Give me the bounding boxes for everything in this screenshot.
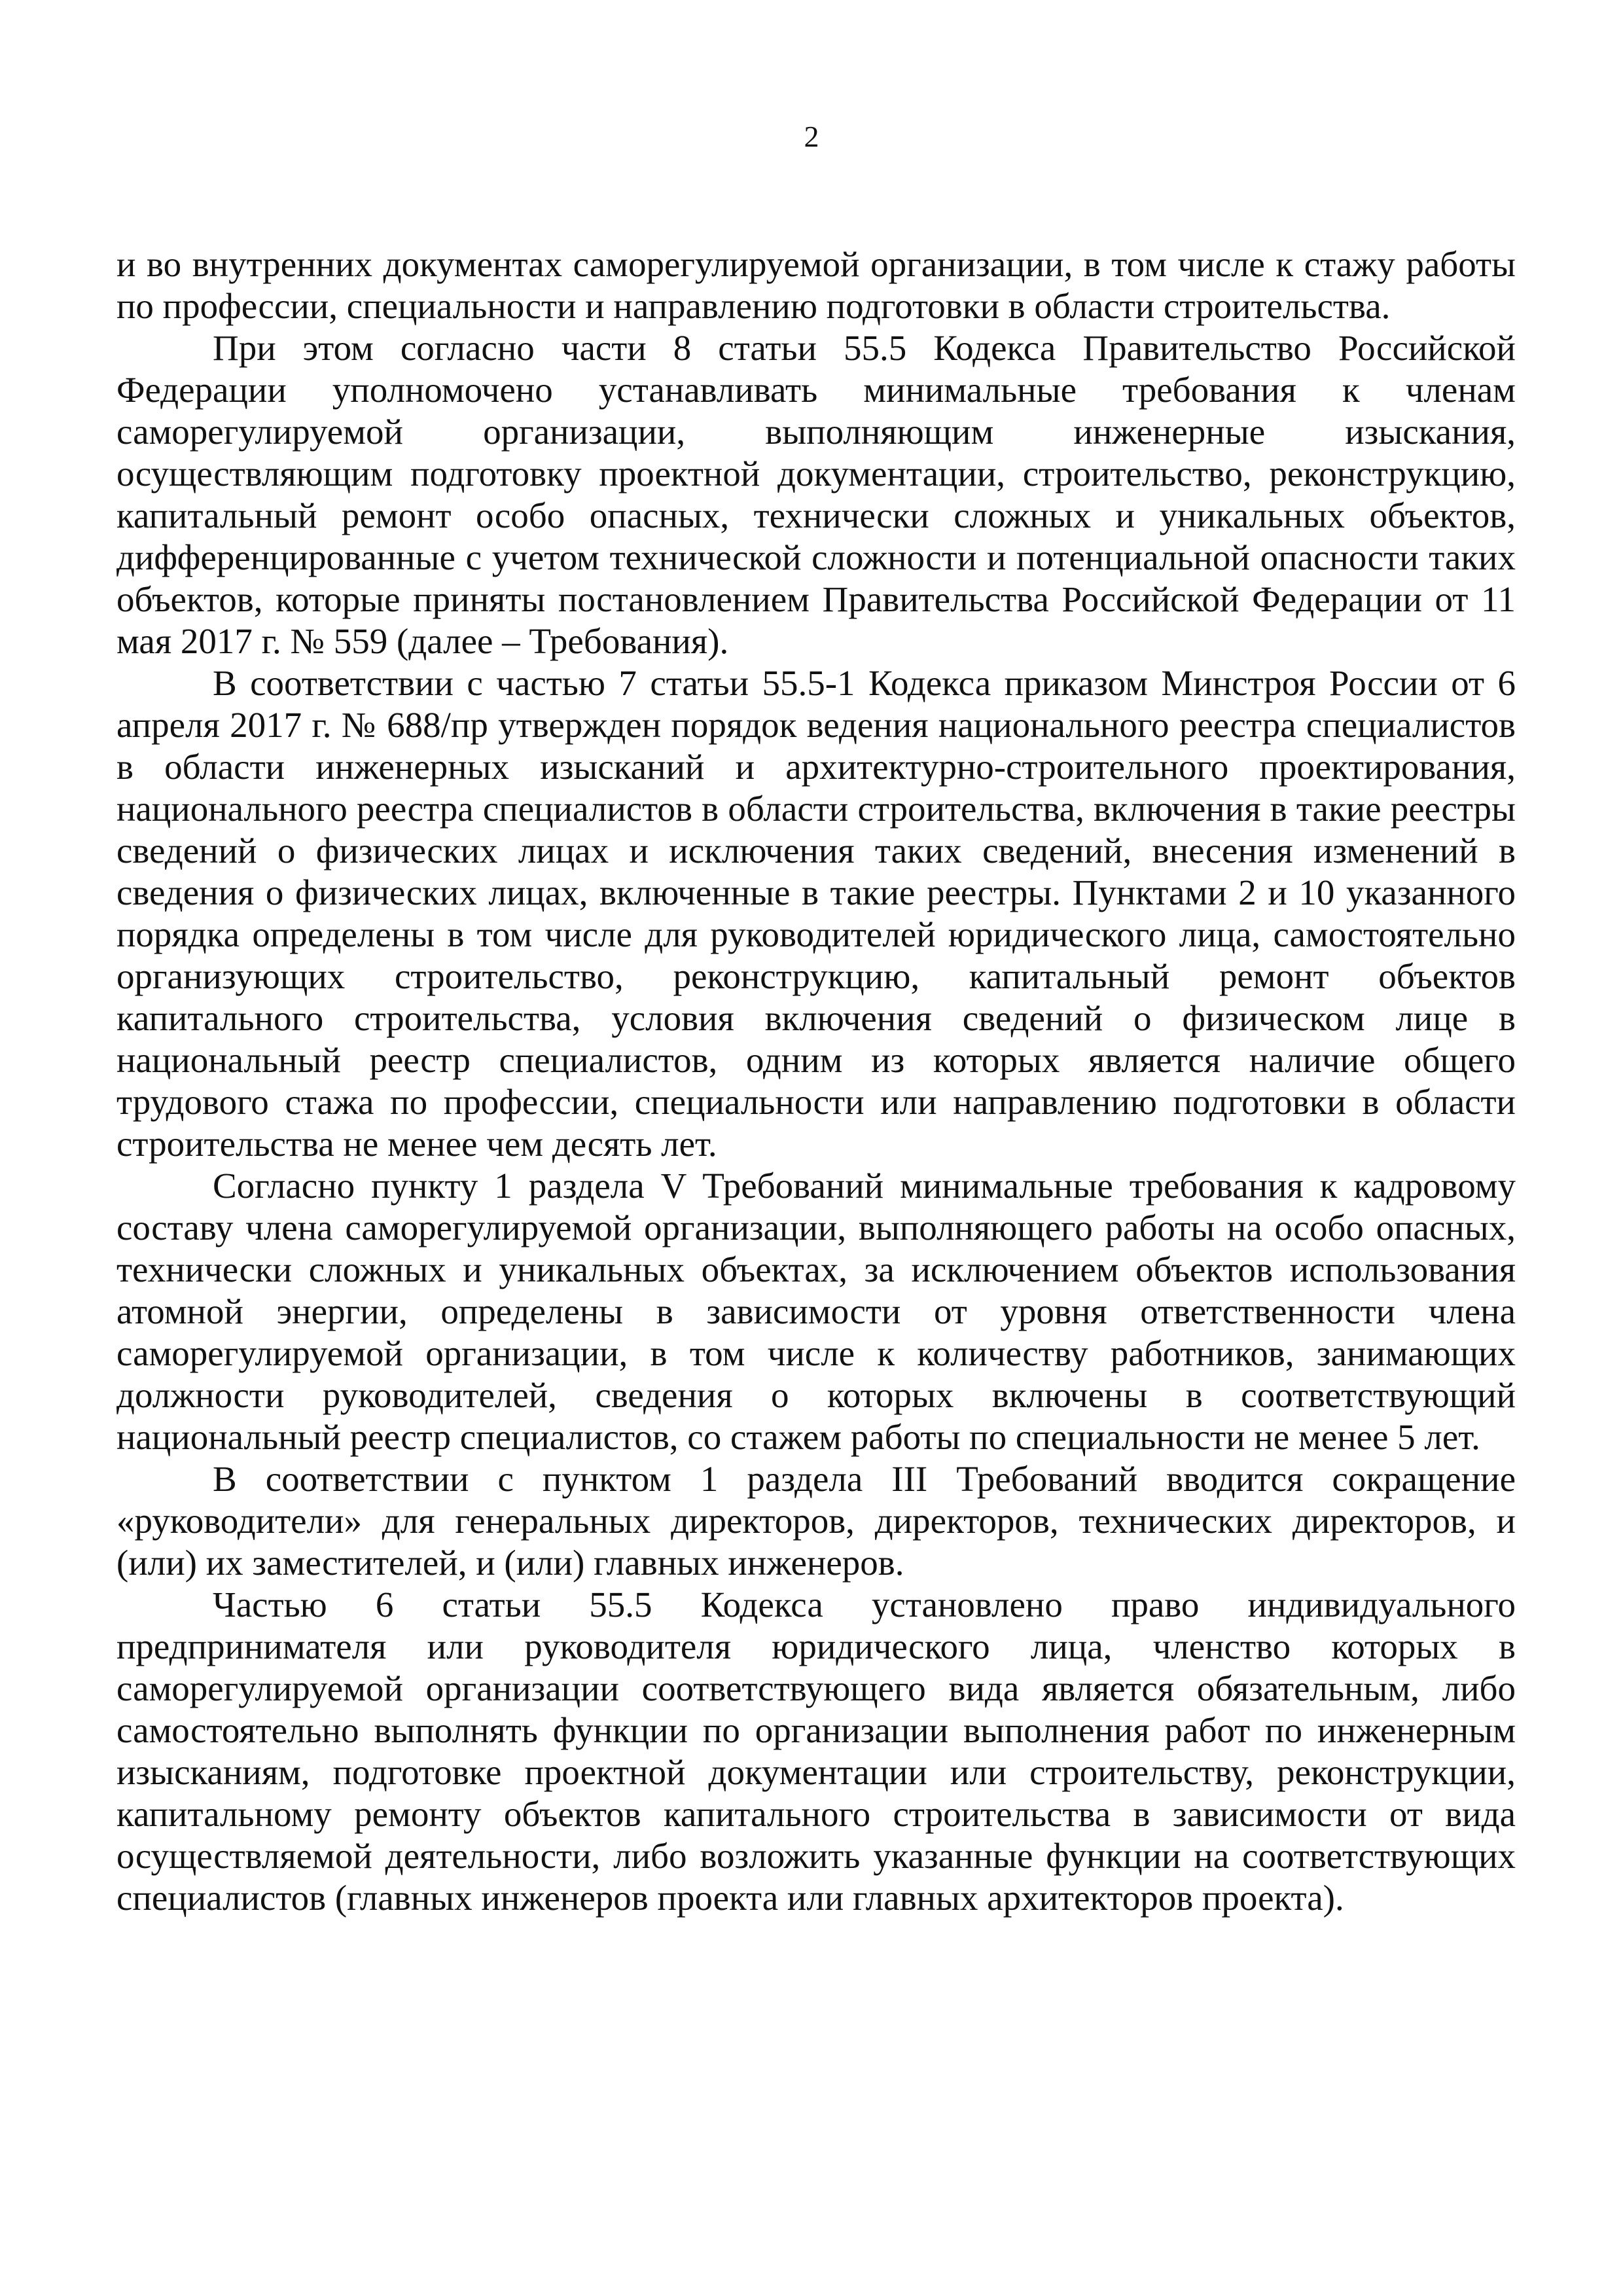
paragraph-continuation: и во внутренних документах саморегулируемой организации, в том числе к стажу работы по профессии, специальности и направлению подготовки в области строительства. [116,244,1516,326]
page-number: 2 [804,120,819,153]
paragraph-requirements-authority: При этом согласно части 8 статьи 55.5 Кодекса Правительство Российской Федерации уполномочено устанавливать минимальные требования к членам саморегулируемой организации, выполняющим инженерные изыскания, осуществляющим подготовку проектной документации, строительство, реконструкцию, капитальный ремонт особо опасных, технически сложных и уникальных объектов, дифференцированные с учетом технической сложности и потенциальной опасности таких объектов, которые приняты постановлением Правительства Российской Федерации от 11 мая 2017 г. № 559 (далее – Требования). [116,328,1516,661]
paragraph-staff-requirements: Согласно пункту 1 раздела V Требований минимальные требования к кадровому составу члена саморегулируемой организации, выполняющего работы на особо опасных, технически сложных и уникальных объектах, за исключением объектов использования атомной энергии, определены в зависимости от уровня ответственности члена саморегулируемой организации, в том числе к количеству работников, занимающих должности руководителей, сведения о которых включены в соответствующий национальный реестр специалистов, со стажем работы по специальности не менее 5 лет. [116,1166,1516,1457]
document-body [116,243,1516,1919]
paragraph-managers-definition: В соответствии с пунктом 1 раздела III Требований вводится сокращение «руководители» для генеральных директоров, директоров, технических директоров, и (или) их заместителей, и (или) главных инженеров. [116,1459,1516,1583]
paragraph-entrepreneur-rights: Частью 6 статьи 55.5 Кодекса установлено право индивидуального предпринимателя или руководителя юридического лица, членство которых в саморегулируемой организации соответствующего вида является обязательным, либо самостоятельно выполнять функции по организации выполнения работ по инженерным изысканиям, подготовке проектной документации или строительству, реконструкции, капитальному ремонту объектов капитального строительства в зависимости от вида осуществляемой деятельности, либо возложить указанные функции на соответствующих специалистов (главных инженеров проекта или главных архитекторов проекта). [116,1585,1516,1918]
paragraph-specialist-registry: В соответствии с частью 7 статьи 55.5-1 Кодекса приказом Минстроя России от 6 апреля 2017 г. № 688/пр утвержден порядок ведения национального реестра специалистов в области инженерных изысканий и архитектурно-строительного проектирования, национального реестра специалистов в области строительства, включения в такие реестры сведений о физических лицах и исключения таких сведений, внесения изменений в сведения о физических лицах, включенные в такие реестры. Пунктами 2 и 10 указанного порядка определены в том числе для руководителей юридического лица, самостоятельно организующих строительство, реконструкцию, капитальный ремонт объектов капитального строительства, условия включения сведений о физическом лице в национальный реестр специалистов, одним из которых является наличие общего трудового стажа по профессии, специальности или направлению подготовки в области строительства не менее чем десять лет. [116,663,1516,1164]
